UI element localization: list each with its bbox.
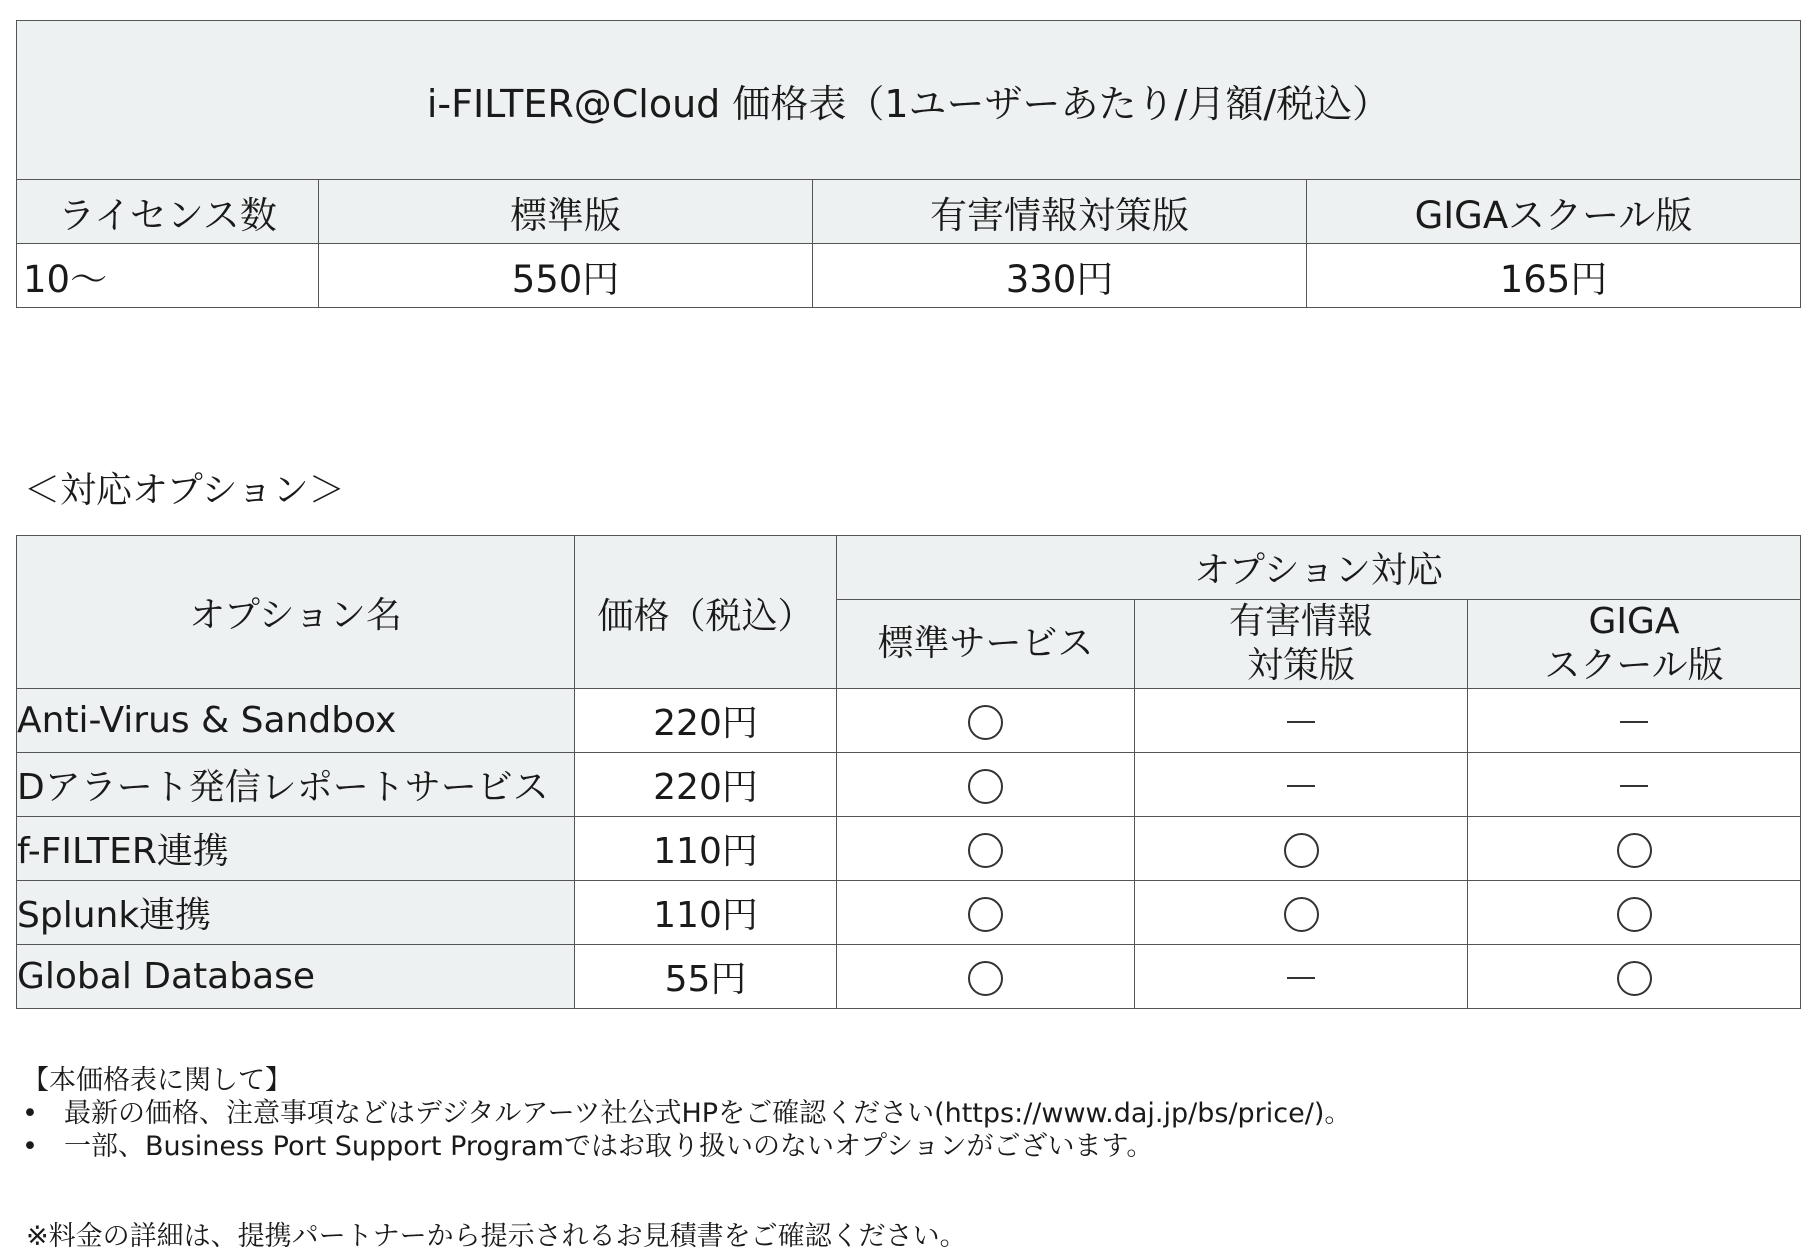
option-row bbox=[17, 945, 1801, 1009]
header-giga-school-edition bbox=[1468, 600, 1801, 689]
supported-circle-icon bbox=[1617, 897, 1652, 932]
option-row bbox=[17, 881, 1801, 945]
header-harmful-line2: 対策版 bbox=[1246, 645, 1355, 686]
header-standard: 標準版 bbox=[319, 180, 813, 244]
option-row bbox=[17, 753, 1801, 817]
option-row bbox=[17, 689, 1801, 753]
option-price: 220円 bbox=[575, 689, 837, 753]
options-table bbox=[16, 535, 1801, 1009]
support-standard bbox=[837, 689, 1135, 753]
not-supported-dash-icon bbox=[1287, 785, 1315, 787]
note-item bbox=[22, 1097, 1351, 1130]
option-price: 110円 bbox=[575, 881, 837, 945]
note-item bbox=[22, 1130, 1351, 1163]
header-option-name: オプション名 bbox=[17, 536, 575, 689]
license-count-value: 10～ bbox=[17, 244, 319, 308]
supported-circle-icon bbox=[968, 705, 1003, 740]
bullet: • bbox=[22, 1131, 38, 1162]
support-giga bbox=[1468, 753, 1801, 817]
header-price: 価格（税込） bbox=[575, 536, 837, 689]
notes bbox=[22, 1064, 1351, 1163]
support-giga bbox=[1468, 689, 1801, 753]
notes-heading: 【本価格表に関して】 bbox=[22, 1065, 292, 1096]
options-section-heading: ＜対応オプション＞ bbox=[24, 470, 345, 511]
support-harmful bbox=[1135, 689, 1468, 753]
support-standard bbox=[837, 817, 1135, 881]
giga-school-price: 165円 bbox=[1307, 244, 1801, 308]
support-harmful bbox=[1135, 945, 1468, 1009]
option-name: Global Database bbox=[17, 945, 575, 1009]
supported-circle-icon bbox=[968, 769, 1003, 804]
header-standard-service: 標準サービス bbox=[837, 600, 1135, 689]
supported-circle-icon bbox=[1284, 833, 1319, 868]
harmful-info-price: 330円 bbox=[813, 244, 1307, 308]
support-standard bbox=[837, 881, 1135, 945]
support-standard bbox=[837, 945, 1135, 1009]
option-name: f-FILTER連携 bbox=[17, 817, 575, 881]
option-row bbox=[17, 817, 1801, 881]
support-giga bbox=[1468, 881, 1801, 945]
not-supported-dash-icon bbox=[1620, 721, 1648, 723]
option-name: Dアラート発信レポートサービス bbox=[17, 753, 575, 817]
supported-circle-icon bbox=[968, 961, 1003, 996]
note-text: 最新の価格、注意事項などはデジタルアーツ社公式HPをご確認ください(https://www.daj.jp/bs/price/)。 bbox=[64, 1098, 1352, 1129]
price-table bbox=[16, 20, 1801, 308]
header-harmful-info: 有害情報対策版 bbox=[813, 180, 1307, 244]
options-rows bbox=[17, 689, 1801, 1009]
option-price: 55円 bbox=[575, 945, 837, 1009]
standard-price: 550円 bbox=[319, 244, 813, 308]
header-giga-school: GIGAスクール版 bbox=[1307, 180, 1801, 244]
footer-note: ※料金の詳細は、提携パートナーから提示されるお見積書をご確認ください。 bbox=[26, 1221, 967, 1252]
support-giga bbox=[1468, 817, 1801, 881]
price-table-title: i-FILTER@Cloud 価格表（1ユーザーあたり/月額/税込） bbox=[17, 21, 1801, 180]
header-giga-line2: スクール版 bbox=[1544, 645, 1724, 686]
not-supported-dash-icon bbox=[1287, 721, 1315, 723]
support-giga bbox=[1468, 945, 1801, 1009]
option-price: 220円 bbox=[575, 753, 837, 817]
option-name: Anti-Virus & Sandbox bbox=[17, 689, 575, 753]
not-supported-dash-icon bbox=[1620, 785, 1648, 787]
header-license-count: ライセンス数 bbox=[17, 180, 319, 244]
header-harmful-line1: 有害情報 bbox=[1228, 601, 1373, 642]
support-harmful bbox=[1135, 753, 1468, 817]
header-giga-line1: GIGA bbox=[1588, 601, 1680, 642]
header-option-support: オプション対応 bbox=[837, 536, 1801, 600]
not-supported-dash-icon bbox=[1287, 977, 1315, 979]
header-harmful-info-edition bbox=[1135, 600, 1468, 689]
supported-circle-icon bbox=[1284, 897, 1319, 932]
supported-circle-icon bbox=[968, 833, 1003, 868]
support-standard bbox=[837, 753, 1135, 817]
supported-circle-icon bbox=[1617, 961, 1652, 996]
supported-circle-icon bbox=[968, 897, 1003, 932]
support-harmful bbox=[1135, 817, 1468, 881]
option-name: Splunk連携 bbox=[17, 881, 575, 945]
supported-circle-icon bbox=[1617, 833, 1652, 868]
bullet: • bbox=[22, 1098, 38, 1129]
support-harmful bbox=[1135, 881, 1468, 945]
note-text: 一部、Business Port Support Programではお取り扱いのないオプションがございます。 bbox=[64, 1131, 1154, 1162]
option-price: 110円 bbox=[575, 817, 837, 881]
